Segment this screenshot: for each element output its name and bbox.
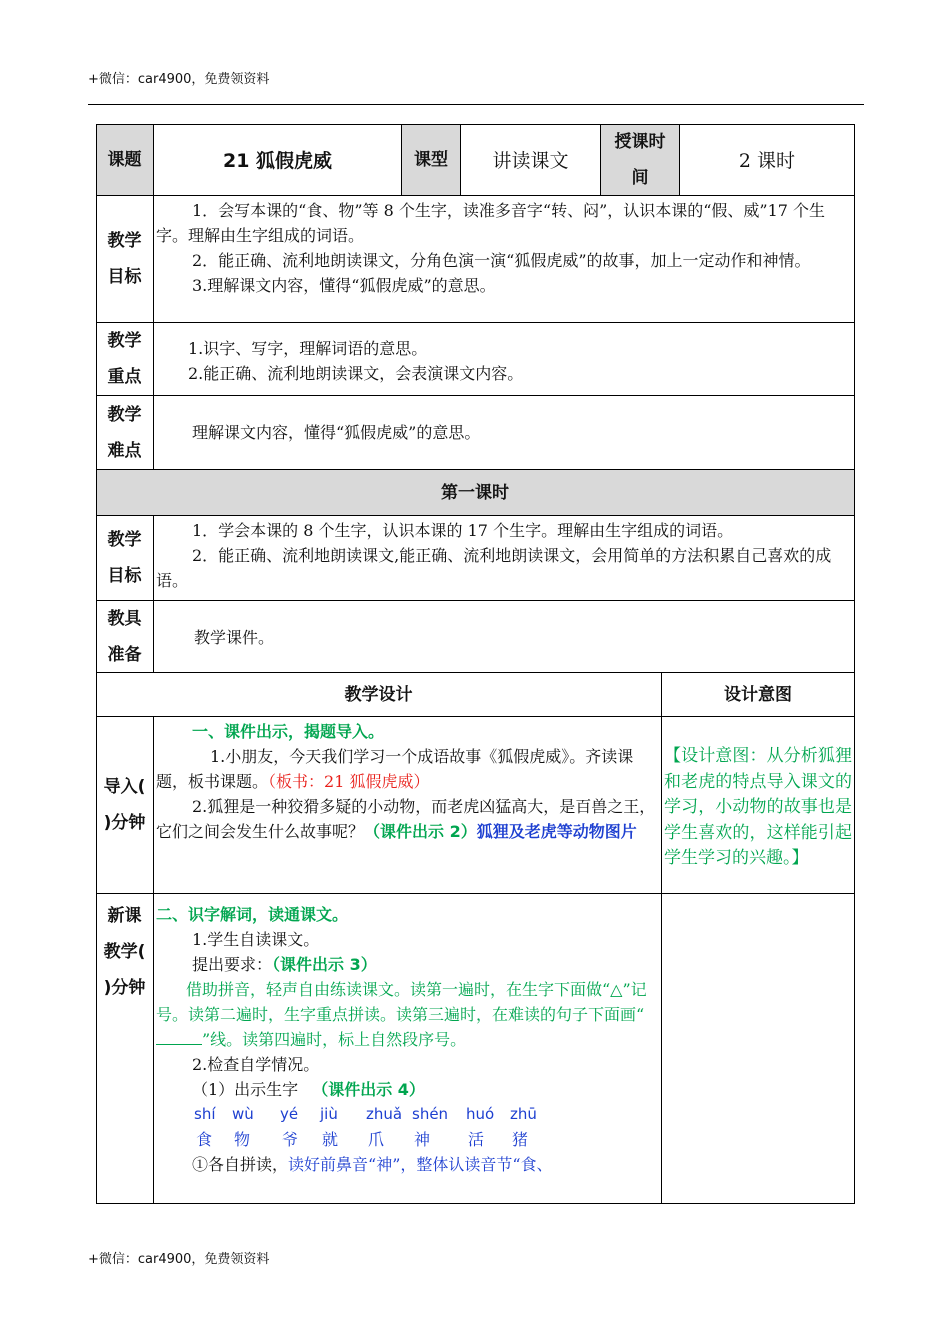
label-keypoints: 教学重点 [96, 323, 154, 396]
lesson-type: 讲读课文 [461, 124, 601, 196]
new-lesson-intent [662, 894, 855, 1204]
underline-mark [156, 1030, 202, 1045]
hanzi-3: 就 [322, 1130, 339, 1149]
new-lesson-p5 [156, 1077, 658, 1102]
lesson-title: 21 狐假虎威 [154, 124, 402, 196]
hanzi-5: 神 [414, 1130, 431, 1149]
new-lesson-p3 [156, 977, 658, 1052]
intro-p2 [156, 794, 658, 844]
intent-header: 设计意图 [662, 673, 855, 717]
courseware-3-note: （课件出示 3） [272, 955, 377, 974]
new-lesson-p4: 2.检查自学情况。 [192, 1055, 320, 1074]
tools-content [154, 601, 855, 673]
requirement-label: 提出要求： [192, 955, 273, 974]
label-time: 授课时间 [601, 124, 680, 196]
new-lesson-content [154, 894, 662, 1204]
reading-instructions-a: 借助拼音，轻声自由练读课文。读第一遍时，在生字下面做“△”记号。读第二遍时，生字重点拼读。读第三遍时，在难读的句子下面画“ [156, 980, 647, 1024]
goals-content [154, 196, 855, 323]
lesson-hours: 2 课时 [680, 124, 855, 196]
label-topic: 课题 [96, 124, 154, 196]
new-lesson-heading: 二、识字解词，读通课文。 [156, 905, 349, 924]
lesson-plan-table [96, 124, 855, 1204]
keypoint-2: 2.能正确、流利地朗读课文，会表演课文内容。 [188, 364, 524, 383]
hanzi-row [194, 1127, 658, 1152]
spell-instruction: ①各自拼读， [192, 1155, 289, 1174]
pinyin-2: yé [280, 1105, 299, 1123]
pinyin-1: wù [232, 1105, 254, 1123]
label-intro: 导入( )分钟 [96, 717, 154, 894]
hanzi-6: 活 [468, 1130, 485, 1149]
courseware-4-note: （课件出示 4） [312, 1080, 425, 1099]
hanzi-2: 爷 [282, 1130, 299, 1149]
goals-2-content [154, 516, 855, 601]
difficulty-content [154, 396, 855, 470]
label-goals: 教学目标 [96, 196, 154, 323]
keypoints-content [154, 323, 855, 396]
pronunciation-note: 读好前鼻音“神”，整体认读音节“食、 [288, 1155, 553, 1174]
hanzi-4: 爪 [368, 1130, 385, 1149]
intro-intent: 【设计意图：从分析狐狸和老虎的特点导入课文的学习，小动物的故事也是学生喜欢的，这样能引起学生学习的兴趣。】 [662, 717, 855, 894]
page-header: +微信：car4900，免费领资料 [88, 72, 270, 87]
goal-3: 3.理解课文内容，懂得“狐假虎威”的意思。 [192, 276, 496, 295]
intro-heading: 一、课件出示，揭题导入。 [192, 722, 385, 741]
intro-p1 [156, 744, 658, 794]
difficulty-text: 理解课文内容，懂得“狐假虎威”的意思。 [192, 423, 481, 442]
new-lesson-p2 [156, 952, 658, 977]
label-goals-2: 教学目标 [96, 516, 154, 601]
first-lesson-heading: 第一课时 [96, 470, 855, 516]
pinyin-0: shí [194, 1105, 216, 1123]
design-header: 教学设计 [96, 673, 662, 717]
new-lesson-p6 [156, 1152, 658, 1177]
intro-courseware-note: （课件出示 2） [364, 822, 477, 841]
keypoint-1: 1.识字、写字，理解词语的意思。 [188, 339, 428, 358]
hanzi-1: 物 [234, 1130, 251, 1149]
pinyin-3: jiù [320, 1105, 338, 1123]
intro-board-note: （板书：21 狐假虎威） [268, 772, 430, 791]
new-lesson-p1: 1.学生自读课文。 [192, 930, 320, 949]
goal-2-1: 1．学会本课的 8 个生字，认识本课的 17 个生字。理解由生字组成的词语。 [192, 521, 734, 540]
page-footer: +微信：car4900，免费领资料 [88, 1252, 270, 1267]
header-rule [88, 104, 864, 105]
goal-2: 2．能正确、流利地朗读课文，分角色演一演“狐假虎威”的故事，加上一定动作和神情。 [192, 251, 811, 270]
intro-p1-text: 1.小朋友，今天我们学习一个成语故事《狐假虎威》。齐读课题，板书课题。 [156, 747, 634, 791]
goal-1: 1．会写本课的“食、物”等 8 个生字，读准多音字“转、闷”，认识本课的“假、威”17 个生字。理解由生字组成的词语。 [156, 201, 826, 245]
intro-content [154, 717, 662, 894]
label-tools: 教具准备 [96, 601, 154, 673]
pinyin-5: shén [412, 1105, 449, 1123]
pinyin-7: zhū [510, 1105, 537, 1123]
tools-text: 教学课件。 [194, 628, 275, 647]
pinyin-row [194, 1102, 658, 1127]
pinyin-4: zhuǎ [366, 1105, 403, 1123]
hanzi-0: 食 [196, 1130, 213, 1149]
goal-2-2: 2．能正确、流利地朗读课文,能正确、流利地朗读课文，会用简单的方法积累自己喜欢的成语。 [156, 546, 832, 590]
intro-images-note: 狐狸及老虎等动物图片 [476, 822, 637, 841]
label-new-lesson: 新课教学( )分钟 [96, 894, 154, 1204]
intro-p2-text: 2.狐狸是一种狡猾多疑的小动物，而老虎凶猛高大，是百兽之王，它们之间会发生什么故事呢？ [156, 797, 656, 841]
show-characters-label: （1）出示生字 [192, 1080, 299, 1099]
pinyin-6: huó [466, 1105, 495, 1123]
label-type: 课型 [402, 124, 461, 196]
label-difficulty: 教学难点 [96, 396, 154, 470]
reading-instructions-b: ”线。读第四遍时，标上自然段序号。 [202, 1030, 467, 1049]
hanzi-7: 猪 [512, 1130, 529, 1149]
